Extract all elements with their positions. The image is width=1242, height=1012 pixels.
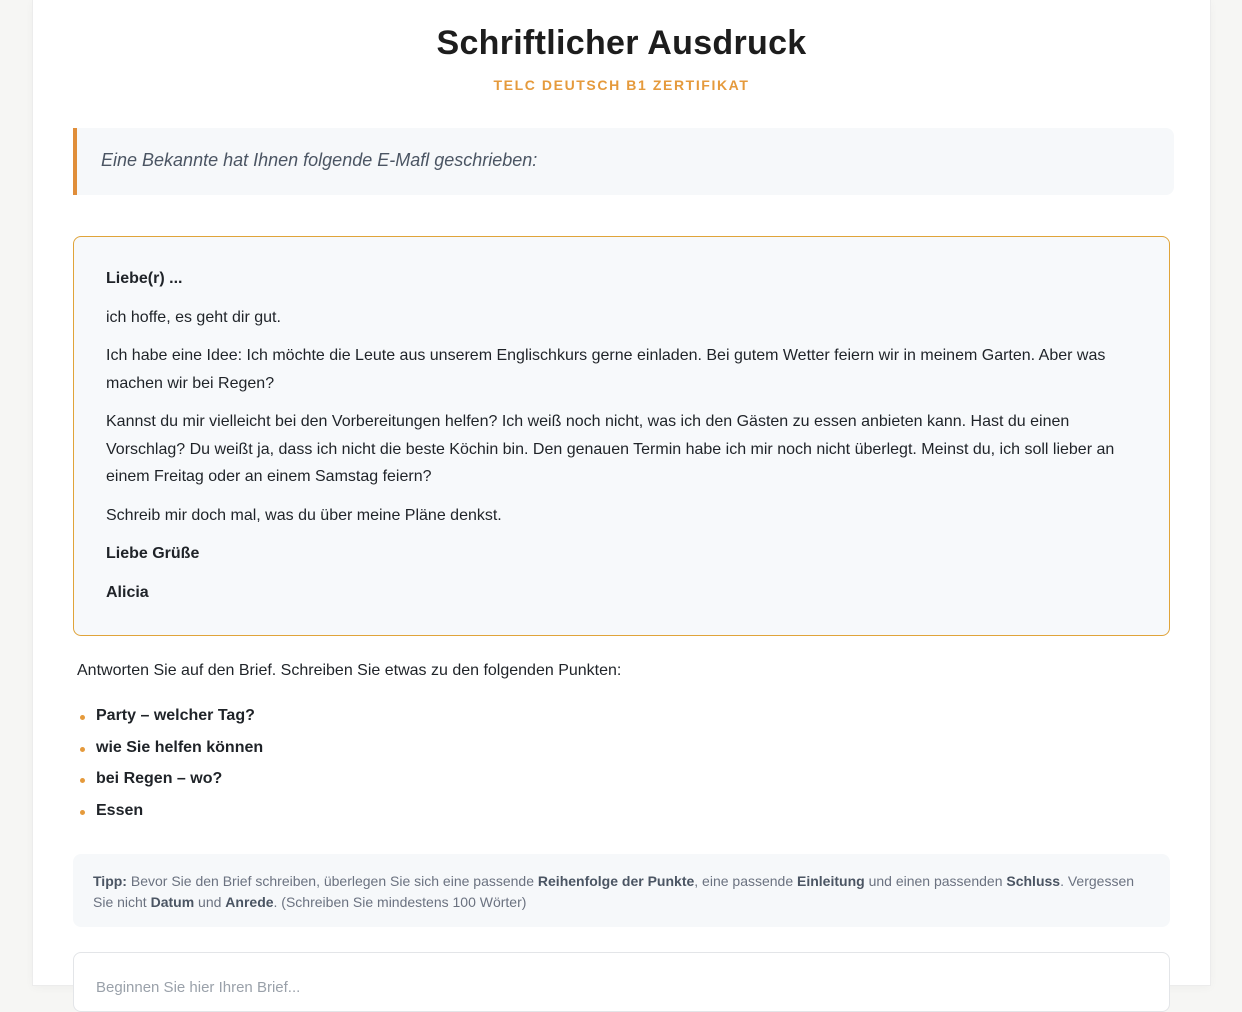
bullet-icon	[80, 810, 85, 815]
task-point: wie Sie helfen können	[77, 734, 263, 766]
page-title: Schriftlicher Ausdruck	[436, 24, 807, 62]
bullet-icon	[80, 778, 85, 783]
letter-signature: Alicia	[106, 583, 149, 601]
bullet-icon	[80, 747, 85, 752]
tip-box: Tipp: Bevor Sie den Brief schreiben, überlegen Sie sich eine passende Reihenfolge der Punkte, eine passende Einleitung und einen passenden Schluss. Vergessen Sie nicht Datum und Anrede. (Schreiben Sie mindestens 100 Wörter)	[73, 854, 1170, 927]
letter-paragraph-3: Kannst du mir vielleicht bei den Vorbereitungen helfen? Ich weiß noch nicht, was ich den Gästen zu essen anbieten kann. Hast du einen Vorschlag? Du weißt ja, dass ich nicht die beste Köchin bin. Den genauen Termin habe ich mir noch nicht überlegt. Meinst du, ich soll lieber an einem Freitag oder an einem Samstag feiern?	[106, 413, 1115, 485]
letter-greeting: Liebe(r) ...	[106, 270, 183, 287]
task-point: bei Regen – wo?	[77, 765, 263, 797]
task-instruction: Antworten Sie auf den Brief. Schreiben Sie etwas zu den folgenden Punkten:	[77, 662, 622, 679]
letter-closing: Liebe Grüße	[106, 545, 200, 562]
intro-box	[73, 128, 1174, 195]
letter-paragraph-2: Ich habe eine Idee: Ich möchte die Leute aus unserem Englischkurs gerne einladen. Bei gutem Wetter feiern wir in meinem Garten. Aber was machen wir bei Regen?	[106, 347, 1106, 392]
intro-text: Eine Bekannte hat Ihnen folgende E-Mafl geschrieben:	[101, 150, 538, 170]
letter-paragraph-1: ich hoffe, es geht dir gut.	[106, 308, 281, 326]
task-point: Essen	[77, 797, 263, 829]
email-letter	[73, 236, 1170, 636]
exercise-card	[33, 0, 1210, 996]
task-point: Party – welcher Tag?	[77, 702, 263, 734]
bullet-icon	[80, 715, 85, 720]
letter-paragraph-4: Schreib mir doch mal, was du über meine Pläne denkst.	[106, 506, 502, 524]
task-points-list	[77, 702, 263, 829]
answer-textarea[interactable]	[73, 952, 1170, 1012]
tip-label: Tipp:	[93, 873, 127, 889]
answer-placeholder: Beginnen Sie hier Ihren Brief...	[96, 979, 301, 996]
page-subtitle: TELC DEUTSCH B1 ZERTIFIKAT	[493, 77, 750, 93]
